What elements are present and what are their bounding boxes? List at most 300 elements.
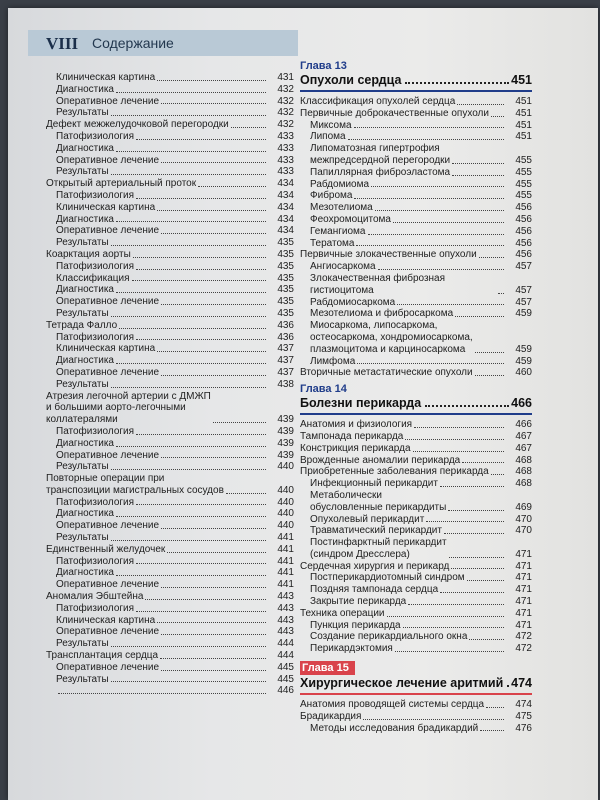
leader-dots <box>136 269 266 270</box>
entry-page: 459 <box>515 355 532 367</box>
entry-page: 475 <box>515 710 532 722</box>
entry-page: 446 <box>277 685 294 697</box>
leader-dots <box>119 328 266 329</box>
leader-dots <box>405 439 504 440</box>
entry-page: 471 <box>515 560 532 572</box>
toc-entry <box>300 711 532 723</box>
leader-dots <box>157 80 266 81</box>
entry-title: Первичные доброкачественные опухоли <box>300 107 489 119</box>
entry-title: Результаты <box>56 638 109 650</box>
entry-page: 470 <box>515 513 532 525</box>
entry-page: 440 <box>277 520 294 532</box>
toc-entry <box>300 537 532 561</box>
toc-entry <box>300 356 532 368</box>
entry-title: Патофизиология <box>56 496 135 508</box>
leader-dots <box>116 575 266 576</box>
leader-dots <box>356 245 504 246</box>
leader-dots <box>444 533 504 534</box>
leader-dots <box>452 163 504 164</box>
toc-entry <box>300 120 532 132</box>
leader-dots <box>354 198 504 199</box>
entry-title: Тампонада перикарда <box>300 430 404 442</box>
leader-dots <box>408 604 504 605</box>
toc-entry <box>300 561 532 573</box>
leader-dots <box>348 139 504 140</box>
entry-page: 434 <box>277 178 294 190</box>
entry-title: Коарктация аорты <box>46 248 131 260</box>
toc-entry <box>36 556 294 568</box>
entry-page: 432 <box>277 119 294 131</box>
entry-page: 432 <box>277 107 294 119</box>
leader-dots <box>116 92 266 93</box>
leader-dots <box>455 316 504 317</box>
entry-title: Опухолевый перикардит <box>310 513 425 525</box>
entry-title: Диагностика <box>56 567 114 579</box>
entry-page: 471 <box>515 619 532 631</box>
entry-title: Липома <box>310 131 346 143</box>
entry-page: 466 <box>515 419 532 431</box>
entry-title: Констрикция перикарда <box>300 442 411 454</box>
toc-entry <box>300 108 532 120</box>
leader-dots <box>167 552 266 553</box>
leader-dots <box>469 639 504 640</box>
entry-page: 443 <box>277 602 294 614</box>
entry-page: 471 <box>515 596 532 608</box>
toc-entry <box>36 579 294 591</box>
toc-entry <box>36 685 294 697</box>
entry-title: Диагностика <box>56 284 114 296</box>
entry-title: Вторичные метастатические опухоли <box>300 367 473 379</box>
entry-title: Постперикардиотомный синдром <box>310 572 465 584</box>
toc-entry <box>300 525 532 537</box>
entry-page: 457 <box>515 284 532 296</box>
entry-title: Анатомия и физиология <box>300 419 413 431</box>
toc-entry <box>36 650 294 662</box>
leader-dots <box>161 375 266 376</box>
leader-dots <box>231 127 266 128</box>
entry-title: Классификация опухолей сердца <box>300 96 456 107</box>
entry-title: Оперативное лечение <box>56 520 160 532</box>
chapter-block <box>300 382 532 655</box>
entry-page: 456 <box>515 225 532 237</box>
leader-dots <box>111 174 266 175</box>
leader-dots <box>136 339 266 340</box>
entry-title: Тератома <box>310 237 355 249</box>
toc-entry <box>300 226 532 238</box>
toc-entry <box>300 202 532 214</box>
entry-title: Оперативное лечение <box>56 366 160 378</box>
entry-page: 455 <box>515 166 532 178</box>
entry-title: Патофизиология <box>56 425 135 437</box>
toc-entry <box>300 699 532 711</box>
leader-dots <box>414 427 504 428</box>
chapter-rule <box>300 413 532 415</box>
toc-entry <box>36 615 294 627</box>
entry-page: 470 <box>515 525 532 537</box>
leader-dots <box>480 730 504 731</box>
toc-entry <box>36 119 294 131</box>
toc-entry <box>300 620 532 632</box>
leader-dots <box>160 658 266 659</box>
leader-dots <box>378 269 504 270</box>
toc-entry <box>300 261 532 273</box>
entry-page: 441 <box>277 567 294 579</box>
entry-title: Перикардэктомия <box>310 643 393 655</box>
entry-title: Создание перикардиального окна <box>310 631 468 643</box>
entry-page: 440 <box>277 461 294 473</box>
entry-page: 432 <box>277 83 294 95</box>
chapter-block <box>300 59 532 379</box>
leader-dots <box>449 557 504 558</box>
entry-page: 431 <box>277 72 294 83</box>
toc-entry <box>36 391 294 426</box>
entry-page: 433 <box>277 154 294 166</box>
entry-title: Диагностика <box>56 83 114 95</box>
entry-title: Диагностика <box>56 213 114 225</box>
toc-entry <box>36 190 294 202</box>
entry-title: Трансплантация сердца <box>46 650 159 662</box>
leader-dots <box>116 516 266 517</box>
entry-page: 441 <box>277 555 294 567</box>
entry-page: 456 <box>515 237 532 249</box>
leader-dots <box>111 469 266 470</box>
toc-entry <box>300 723 532 735</box>
toc-entry <box>36 308 294 320</box>
entry-page: 468 <box>515 454 532 466</box>
entry-title: Ангиосаркома <box>310 261 376 273</box>
toc-entry <box>300 96 532 108</box>
toc-entry <box>36 320 294 332</box>
chapter-title-row <box>300 73 532 88</box>
entry-title: Липоматозная гипертрофия межпредсердной перегородки <box>310 143 451 166</box>
entry-title: Результаты <box>56 378 109 390</box>
toc-entry <box>36 674 294 686</box>
entry-page: 471 <box>515 548 532 560</box>
chapter-label: Глава 13 <box>300 60 347 72</box>
entry-page: 443 <box>277 626 294 638</box>
toc-entry <box>36 273 294 285</box>
leader-dots <box>161 528 266 529</box>
chapter-label-wrap <box>300 658 532 676</box>
toc-right-column <box>300 56 532 734</box>
toc-entry <box>36 532 294 544</box>
entry-title: Патофизиология <box>56 602 135 614</box>
entry-page: 445 <box>277 673 294 685</box>
toc-entry <box>36 603 294 615</box>
toc-entry <box>300 443 532 455</box>
entry-page: 467 <box>515 442 532 454</box>
entry-page: 455 <box>515 154 532 166</box>
leader-dots <box>198 186 266 187</box>
entry-title: Результаты <box>56 673 109 685</box>
entry-title: Клиническая картина <box>56 614 156 626</box>
entry-page: 455 <box>515 178 532 190</box>
entry-title: Патофизиология <box>56 260 135 272</box>
toc-entry <box>300 131 532 143</box>
leader-dots <box>116 292 266 293</box>
toc-entry <box>36 626 294 638</box>
entry-page: 435 <box>277 260 294 272</box>
leader-dots <box>457 104 504 105</box>
entry-title: Тетрада Фалло <box>46 319 118 331</box>
toc-entry <box>36 450 294 462</box>
leader-dots <box>111 115 266 116</box>
leader-dots <box>403 627 504 628</box>
toc-entry <box>36 143 294 155</box>
entry-page: 436 <box>277 331 294 343</box>
entry-page: 445 <box>277 661 294 673</box>
entry-page: 434 <box>277 201 294 213</box>
leader-dots <box>161 587 266 588</box>
leader-dots <box>491 474 504 475</box>
leader-dots <box>387 616 505 617</box>
leader-dots <box>116 446 266 447</box>
leader-dots <box>426 521 504 522</box>
chapter-label-wrap <box>300 59 532 73</box>
entry-page: 440 <box>277 484 294 496</box>
entry-page: 468 <box>515 466 532 478</box>
toc-entry <box>300 572 532 584</box>
entry-page: 436 <box>277 319 294 331</box>
entry-page: 435 <box>277 307 294 319</box>
leader-dots <box>397 304 504 305</box>
leader-dots <box>161 457 266 458</box>
leader-dots <box>354 127 504 128</box>
entry-title: Злокачественная фиброзная гистиоцитома <box>310 272 446 296</box>
leader-dots <box>486 707 504 708</box>
toc-entry <box>300 273 532 297</box>
toc-entry <box>300 631 532 643</box>
entry-page: 435 <box>277 248 294 260</box>
toc-entry <box>36 202 294 214</box>
leader-dots <box>475 375 504 376</box>
leader-dots <box>448 510 504 511</box>
entry-title: Диагностика <box>56 142 114 154</box>
entry-title: Оперативное лечение <box>56 626 160 638</box>
entry-title: Клиническая картина <box>56 72 156 83</box>
toc-entry <box>36 438 294 450</box>
toc-entry <box>36 497 294 509</box>
entry-page: 456 <box>515 213 532 225</box>
leader-dots <box>479 257 504 258</box>
toc-entry <box>300 190 532 202</box>
entry-page: 472 <box>515 631 532 643</box>
leader-dots <box>363 719 504 720</box>
toc-entry <box>36 178 294 190</box>
entry-page: 434 <box>277 189 294 201</box>
leader-dots <box>136 198 266 199</box>
leader-dots <box>467 580 504 581</box>
entry-title: Патофизиология <box>56 130 135 142</box>
leader-dots <box>226 493 266 494</box>
chapter-title-row <box>300 396 532 411</box>
toc-entry <box>36 379 294 391</box>
entry-page: 441 <box>277 579 294 591</box>
entry-title: Метаболически обусловленные перикардиты <box>310 489 447 513</box>
entry-title: Техника операции <box>300 607 385 619</box>
entry-title: Миосаркома, липосаркома, остеосаркома, хондромиосаркома, плазмоцитома и карциносаркома <box>310 320 473 355</box>
leader-dots <box>491 116 504 117</box>
entry-page: 451 <box>515 119 532 131</box>
entry-page: 476 <box>515 722 532 734</box>
entry-title: Инфекционный перикардит <box>310 478 438 490</box>
entry-page: 471 <box>515 607 532 619</box>
entry-page: 435 <box>277 296 294 308</box>
entry-page: 469 <box>515 501 532 513</box>
entry-title: Оперативное лечение <box>56 661 160 673</box>
toc-entry <box>300 249 532 261</box>
entry-title: Аномалия Эбштейна <box>46 591 144 603</box>
entry-title: Клиническая картина <box>56 343 156 355</box>
entry-title: Феохромоцитома <box>310 213 391 225</box>
entry-title: Результаты <box>56 107 109 119</box>
leader-dots <box>462 462 504 463</box>
entry-page: 437 <box>277 355 294 367</box>
chapter-label-wrap <box>300 382 532 396</box>
toc-entry <box>36 155 294 167</box>
book-page <box>8 8 598 800</box>
toc-entry <box>36 225 294 237</box>
entry-page: 455 <box>515 190 532 202</box>
toc-entry <box>36 662 294 674</box>
toc-entry <box>300 308 532 320</box>
toc-entry <box>36 261 294 273</box>
toc-entry <box>36 284 294 296</box>
leader-dots <box>507 685 509 687</box>
toc-entry <box>36 249 294 261</box>
leader-dots <box>440 486 504 487</box>
entry-title: Закрытие перикарда <box>310 596 407 608</box>
entry-page: 459 <box>515 343 532 355</box>
entry-title: Фиброма <box>310 190 353 202</box>
leader-dots <box>161 162 266 163</box>
entry-page: 468 <box>515 478 532 490</box>
leader-dots <box>136 139 266 140</box>
entry-page: 460 <box>515 367 532 379</box>
entry-page: 457 <box>515 261 532 273</box>
toc-entry <box>36 237 294 249</box>
entry-page: 434 <box>277 213 294 225</box>
entry-page: 444 <box>277 638 294 650</box>
leader-dots <box>405 82 509 84</box>
leader-dots <box>157 351 266 352</box>
entry-title: Классификация <box>56 272 130 284</box>
entry-title: Папиллярная фиброэластома <box>310 166 451 178</box>
chapter-page: 474 <box>511 676 532 691</box>
entry-page: 434 <box>277 225 294 237</box>
leader-dots <box>413 451 504 452</box>
entry-title: Патофизиология <box>56 189 135 201</box>
entry-title: Мезотелиома и фибросаркома <box>310 308 454 320</box>
entry-title: Приобретенные заболевания перикарда <box>300 466 489 478</box>
toc-entry <box>300 478 532 490</box>
leader-dots <box>393 222 504 223</box>
leader-dots <box>132 280 266 281</box>
chapter-title: Болезни перикарда <box>300 396 422 411</box>
leader-dots <box>498 293 504 294</box>
entry-page: 443 <box>277 614 294 626</box>
leader-dots <box>452 175 504 176</box>
toc-entry <box>36 520 294 532</box>
entry-page: 439 <box>277 425 294 437</box>
entry-title: Патофизиология <box>56 331 135 343</box>
running-title: Содержание <box>92 35 174 51</box>
entry-title: Мезотелиома <box>310 202 373 214</box>
toc-entry <box>300 643 532 655</box>
entry-title: Оперативное лечение <box>56 296 160 308</box>
entry-page: 433 <box>277 142 294 154</box>
leader-dots <box>58 693 266 694</box>
entry-title: Оперативное лечение <box>56 579 160 591</box>
leader-dots <box>111 387 266 388</box>
entry-title: Единственный желудочек <box>46 543 166 555</box>
leader-dots <box>395 651 504 652</box>
entry-title: Рабдомиома <box>310 178 370 190</box>
entry-page: 435 <box>277 272 294 284</box>
toc-entry <box>300 455 532 467</box>
toc-entry <box>36 84 294 96</box>
toc-entry <box>300 596 532 608</box>
leader-dots <box>111 316 266 317</box>
toc-entry <box>36 131 294 143</box>
entry-title: Миксома <box>310 119 352 131</box>
toc-entry <box>300 238 532 250</box>
leader-dots <box>440 592 504 593</box>
entry-title: Методы исследования брадикардий <box>310 722 479 734</box>
entry-page: 456 <box>515 249 532 261</box>
toc-entry <box>300 367 532 379</box>
toc-entry <box>36 72 294 84</box>
leader-dots <box>161 634 266 635</box>
entry-page: 441 <box>277 532 294 544</box>
entry-title: Гемангиома <box>310 225 366 237</box>
chapter-page: 466 <box>511 396 532 411</box>
chapter-title-row <box>300 676 532 691</box>
entry-page: 440 <box>277 508 294 520</box>
entry-title: Пункция перикарда <box>310 619 401 631</box>
entry-page: 438 <box>277 378 294 390</box>
entry-page: 467 <box>515 430 532 442</box>
entry-page: 437 <box>277 366 294 378</box>
toc-entry <box>36 166 294 178</box>
toc-entry <box>300 214 532 226</box>
entry-title: Диагностика <box>56 355 114 367</box>
entry-page: 439 <box>277 414 294 426</box>
leader-dots <box>425 405 509 407</box>
entry-title: Первичные злокачественные опухоли <box>300 249 477 261</box>
leader-dots <box>161 670 266 671</box>
entry-title: Постинфарктный перикардит (синдром Дресслера) <box>310 537 447 560</box>
entry-page: 443 <box>277 591 294 603</box>
entry-page: 440 <box>277 496 294 508</box>
entry-page: 472 <box>515 643 532 655</box>
toc-entry <box>36 473 294 497</box>
entry-title: Клиническая картина <box>56 201 156 213</box>
entry-page: 441 <box>277 543 294 555</box>
entry-page: 433 <box>277 166 294 178</box>
toc-entry <box>36 461 294 473</box>
entry-title: Сердечная хирургия и перикард <box>300 560 450 572</box>
entry-title: Результаты <box>56 532 109 544</box>
entry-title: Диагностика <box>56 508 114 520</box>
toc-entry <box>36 638 294 650</box>
leader-dots <box>451 568 504 569</box>
toc-entry <box>36 107 294 119</box>
entry-title: Травматический перикардит <box>310 525 442 537</box>
page-number: VIII <box>46 34 79 53</box>
toc-entry <box>36 296 294 308</box>
chapter-rule <box>300 90 532 92</box>
